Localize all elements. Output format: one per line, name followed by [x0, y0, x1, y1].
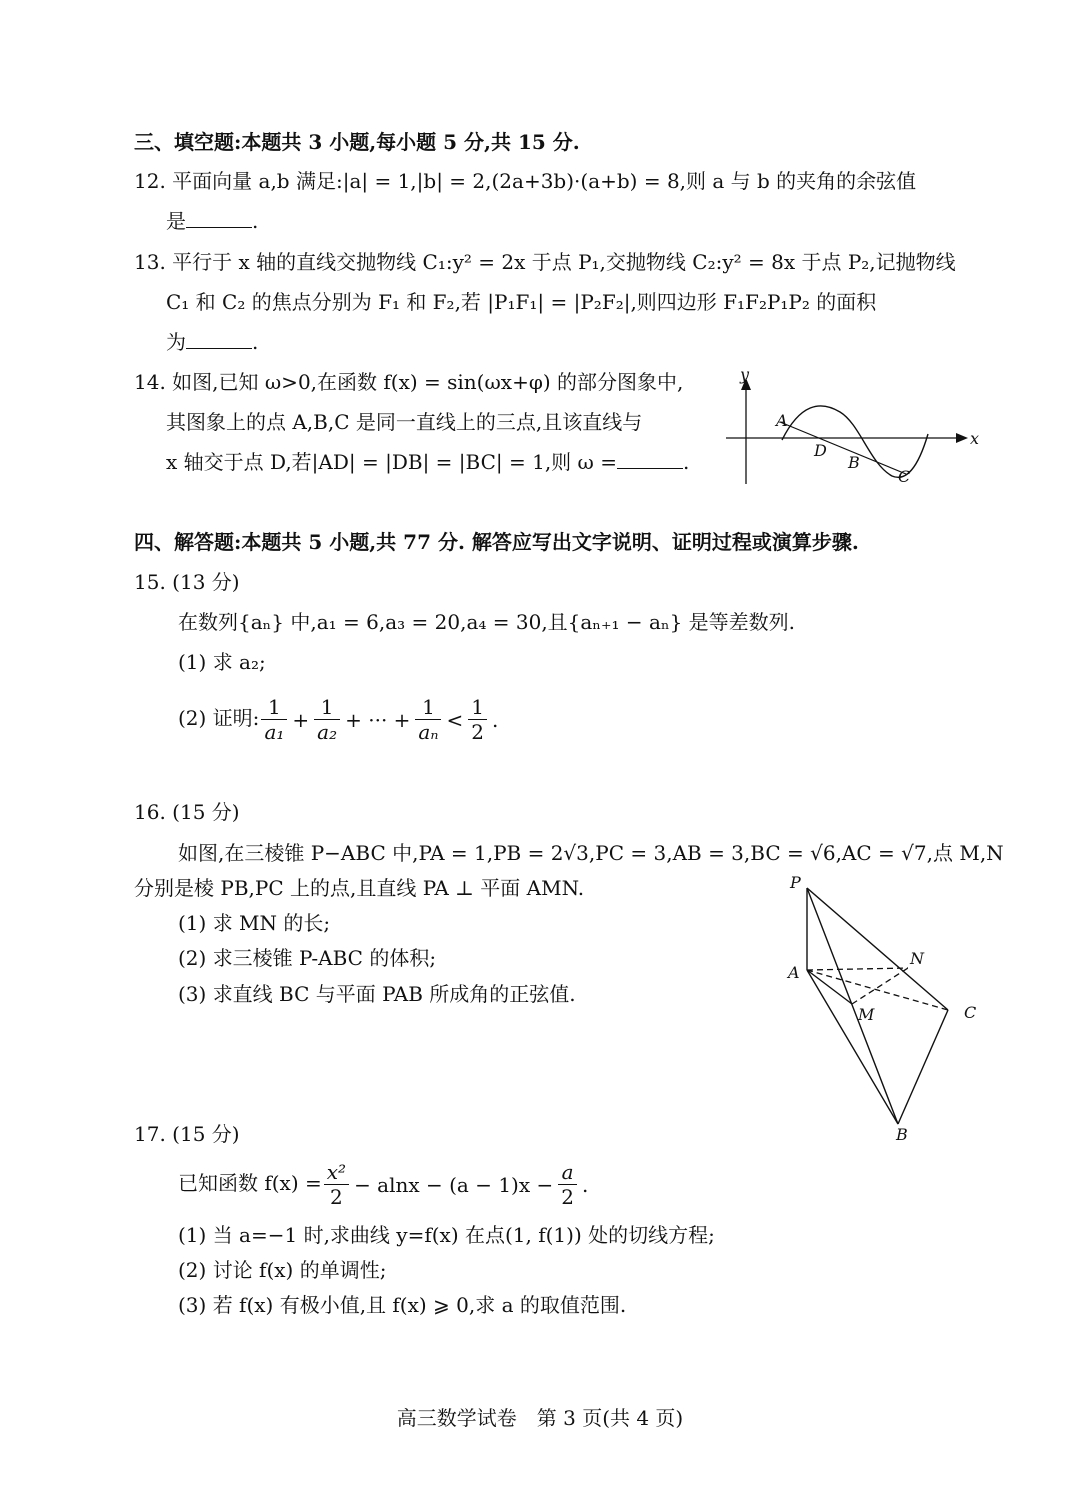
q14-label-A: A	[776, 411, 788, 430]
q14-answer-blank[interactable]	[617, 450, 683, 469]
q14-line3-text: x 轴交于点 D,若|AD| = |DB| = |BC| = 1,则 ω =	[166, 450, 617, 474]
q16-label-C: C	[964, 1003, 977, 1022]
q17-part3: (3) 若 f(x) 有极小值,且 f(x) ⩾ 0,求 a 的取值范围.	[178, 1293, 627, 1317]
q15-part2	[178, 690, 501, 748]
q17-head: 17. (15 分)	[134, 1122, 240, 1146]
q16-edge-PB	[807, 888, 898, 1124]
q16-edge-BC	[898, 1010, 948, 1124]
q13-line3-end: .	[252, 330, 259, 354]
q15-part1: (1) 求 a₂;	[178, 650, 266, 674]
q14-label-B: B	[848, 453, 860, 472]
q17-stem-mid: − alnx − (a − 1)x −	[354, 1172, 554, 1197]
q17-part1: (1) 当 a=−1 时,求曲线 y=f(x) 在点(1, f(1)) 处的切线方程;	[178, 1223, 715, 1247]
q15-frac-half: $\frac{1}{2}$	[468, 695, 487, 744]
q16-stem1: 如图,在三棱锥 P−ABC 中,PA = 1,PB = 2√3,PC = 3,AB = 3,BC = √6,AC = √7,点 M,N	[178, 841, 1004, 865]
q16-edge-AN	[807, 968, 908, 970]
page-footer: 高三数学试卷 第 3 页(共 4 页)	[396, 1406, 684, 1430]
q14-line1: 14. 如图,已知 ω>0,在函数 f(x) = sin(ωx+φ) 的部分图象中,	[134, 370, 684, 394]
q14-secant-line	[780, 422, 906, 474]
q16-label-N: N	[910, 949, 924, 968]
q13-line2: C₁ 和 C₂ 的焦点分别为 F₁ 和 F₂,若 |P₁F₁| = |P₂F₂|,则四边形 F₁F₂P₁P₂ 的面积	[166, 290, 877, 314]
q12-line2-text: 是	[166, 209, 186, 233]
q16-part3: (3) 求直线 BC 与平面 PAB 所成角的正弦值.	[178, 982, 576, 1006]
q16-pyramid-figure	[778, 868, 1008, 1148]
q16-head: 16. (15 分)	[134, 800, 240, 824]
q14-x-arrow	[956, 433, 968, 443]
q14-line3-end: .	[682, 450, 690, 474]
q14-line3	[166, 448, 689, 476]
q15-end: .	[491, 707, 499, 732]
section-fill-in-header: 三、填空题:本题共 3 小题,每小题 5 分,共 15 分.	[134, 130, 580, 154]
q16-label-M: M	[858, 1005, 875, 1024]
q15-frac-1: $\frac{1}{\text{a₁}}$	[261, 695, 287, 744]
q14-label-D: D	[814, 441, 827, 460]
q14-line2: 其图象上的点 A,B,C 是同一直线上的三点,且该直线与	[166, 410, 643, 434]
q16-edge-PC	[807, 888, 948, 1010]
q15-lt: <	[446, 707, 464, 732]
q12-line2-end: .	[252, 209, 259, 233]
q14-label-C: C	[898, 467, 911, 486]
q13-line3-text: 为	[166, 330, 186, 354]
q17-part2: (2) 讨论 f(x) 的单调性;	[178, 1258, 387, 1282]
q16-part2: (2) 求三棱锥 P-ABC 的体积;	[178, 946, 437, 970]
section-answer-header: 四、解答题:本题共 5 小题,共 77 分. 解答应写出文字说明、证明过程或演算步骤.	[134, 530, 859, 554]
q15-plus: +	[292, 707, 310, 732]
q15-frac-2: $\frac{1}{\text{a₂}}$	[314, 695, 340, 744]
q17-frac-a: $\frac{a}{2}$	[558, 1160, 577, 1209]
q16-label-B: B	[896, 1125, 908, 1144]
q12-answer-blank[interactable]	[186, 209, 252, 228]
q16-edge-AB	[807, 970, 898, 1124]
q15-stem: 在数列{aₙ} 中,a₁ = 6,a₃ = 20,a₄ = 30,且{aₙ₊₁ − aₙ} 是等差数列.	[178, 610, 796, 634]
q15-frac-n: $\frac{1}{\text{aₙ}}$	[415, 695, 441, 744]
q17-frac-x2: $\frac{\text{x²}}{2}$	[324, 1160, 349, 1209]
q16-edge-AC	[807, 970, 948, 1010]
q16-label-P: P	[790, 873, 801, 892]
q14-label-x: x	[970, 429, 980, 448]
q13-line1: 13. 平行于 x 轴的直线交抛物线 C₁:y² = 2x 于点 P₁,交抛物线 C₂:y² = 8x 于点 P₂,记抛物线	[134, 250, 956, 274]
q13-answer-blank[interactable]	[186, 330, 252, 349]
q13-line3	[166, 328, 258, 356]
q16-label-A: A	[788, 963, 800, 982]
q16-edge-MN	[852, 968, 908, 1004]
q12-line1: 12. 平面向量 a,b 满足:|a| = 1,|b| = 2,(2a+3b)·(a+b) = 8,则 a 与 b 的夹角的余弦值	[134, 169, 917, 193]
q17-stem-prefix: 已知函数 f(x) =	[178, 1171, 322, 1195]
q17-stem	[178, 1155, 591, 1213]
q14-sine-figure	[720, 364, 990, 490]
q15-dots: + ··· +	[345, 707, 411, 732]
q12-line2	[166, 207, 258, 235]
q15-head: 15. (13 分)	[134, 570, 240, 594]
q15-part2-prefix: (2) 证明:	[178, 706, 260, 730]
q17-stem-end: .	[582, 1172, 589, 1197]
q16-part1: (1) 求 MN 的长;	[178, 911, 331, 935]
q14-label-y: y	[740, 365, 750, 384]
q16-stem2: 分别是棱 PB,PC 上的点,且直线 PA ⊥ 平面 AMN.	[134, 876, 585, 900]
